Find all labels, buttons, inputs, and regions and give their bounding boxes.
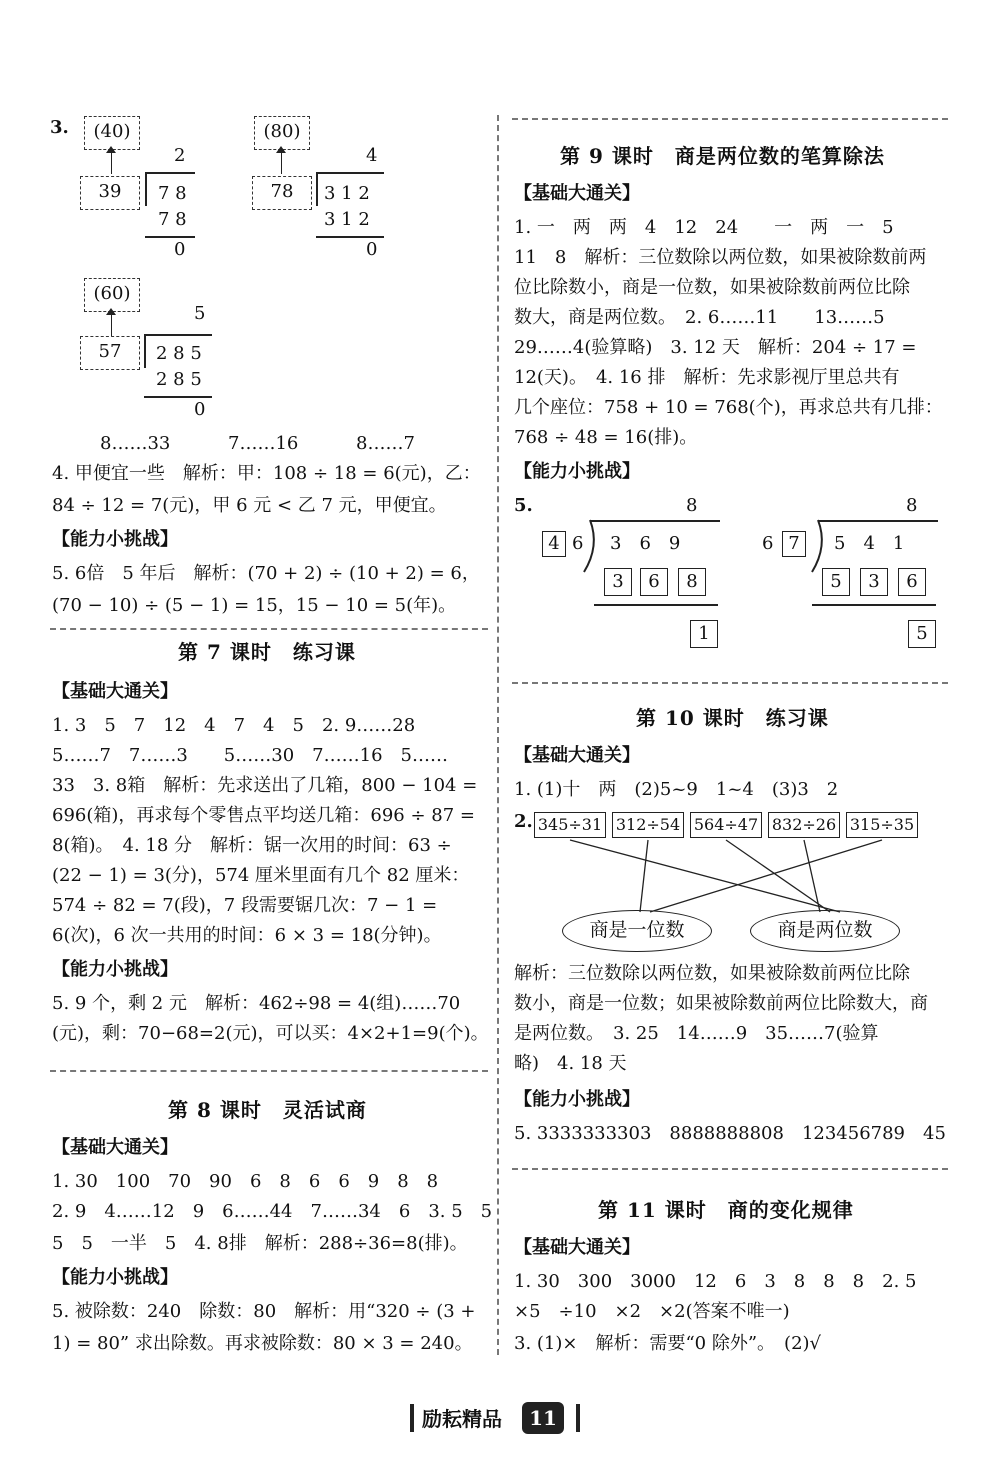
question-5-label: 5. <box>514 495 533 516</box>
dividend: 7 8 <box>158 183 187 204</box>
divisor-digit: 6 <box>762 533 774 554</box>
quotient: 4 <box>366 145 378 166</box>
expression-box: 345÷31 <box>534 812 606 838</box>
answer-line: 5. 3333333303 8888888808 123456789 45 <box>514 1123 946 1144</box>
arrow-up-icon <box>111 314 112 336</box>
section-divider <box>50 1070 488 1072</box>
answer-line: 1. 一 两 两 4 12 24 一 两 一 5 <box>514 217 894 238</box>
section-label-basic: 【基础大通关】 <box>52 1137 178 1158</box>
answer-line: 6(次)，6 次一共用的时间：6 × 3 = 18(分钟)。 <box>52 925 442 946</box>
lesson-title: 第 8 课时 灵活试商 <box>168 1098 367 1122</box>
lesson-title: 第 10 课时 练习课 <box>636 706 829 730</box>
subtract-line <box>594 604 718 606</box>
subtract-line <box>812 604 936 606</box>
category-oval: 商是两位数 <box>750 910 900 952</box>
quotient: 8 <box>686 495 698 516</box>
answer-line: 解析：三位数除以两位数，如果被除数前两位比除 <box>514 963 910 984</box>
division-bar <box>144 334 212 336</box>
digit-box: 3 <box>860 568 888 596</box>
answer-line: 数大，商是两位数。 2. 6……11 13……5 <box>514 307 885 328</box>
subtract-line <box>145 236 195 238</box>
answer-line: 4. 甲便宜一些 解析：甲：108 ÷ 18 = 6(元)，乙： <box>52 463 481 484</box>
answer-line: (70 − 10) ÷ (5 − 1) = 15，15 − 10 = 5(年)。 <box>52 595 457 616</box>
section-label-challenge: 【能力小挑战】 <box>514 1089 640 1110</box>
lesson-title: 第 11 课时 商的变化规律 <box>598 1198 854 1222</box>
answer-line: 位比除数小，商是一位数，如果被除数前两位比除 <box>514 277 910 298</box>
page-footer <box>410 1400 590 1440</box>
quotient: 2 <box>174 145 186 166</box>
answer-line: 是两位数。 3. 25 14……9 35……7(验算 <box>514 1023 879 1044</box>
lesson-title: 第 9 课时 商是两位数的笔算除法 <box>560 144 885 168</box>
result-item: 8……7 <box>356 433 415 454</box>
product: 7 8 <box>158 209 187 230</box>
answer-line: 8(箱)。 4. 18 分 解析：锯一次用的时间：63 ÷ <box>52 835 452 856</box>
arrow-up-icon <box>111 152 112 174</box>
digit-box: 4 <box>542 531 566 557</box>
answer-line: 574 ÷ 82 = 7(段)，7 段需要锯几次：7 − 1 = <box>52 895 438 916</box>
answer-line: 数小，商是一位数；如果被除数前两位比除数大，商 <box>514 993 928 1014</box>
answer-line: 33 3. 8箱 解析：先求送出了几箱，800 − 104 = <box>52 775 478 796</box>
divisor-box: 78 <box>252 176 312 210</box>
result-item: 7……16 <box>228 433 299 454</box>
digit-box: 8 <box>678 568 706 596</box>
answer-line: 几个座位：758 + 10 = 768(个)，再求总共有几排： <box>514 397 943 418</box>
result-item: 8……33 <box>100 433 171 454</box>
answer-line: 5 5 一半 5 4. 8排 解析：288÷36=8(排)。 <box>52 1233 468 1254</box>
estimate-box: (80) <box>254 116 310 150</box>
section-divider <box>50 628 488 630</box>
dividend: 5 4 1 <box>834 533 905 554</box>
answer-line: (元)，剩：70−68=2(元)，可以买：4×2+1=9(个)。 <box>52 1023 489 1044</box>
product: 3 1 2 <box>324 209 370 230</box>
lesson-title: 第 7 课时 练习课 <box>178 640 356 664</box>
dividend: 3 1 2 <box>324 183 370 204</box>
divisor-digit: 6 <box>572 533 584 554</box>
quotient: 8 <box>906 495 918 516</box>
question-2-label: 2. <box>514 811 533 832</box>
answer-line: 768 ÷ 48 = 16(排)。 <box>514 427 698 448</box>
expression-box: 564÷47 <box>690 812 762 838</box>
answer-line: 1. (1)十 两 (2)5~9 1~4 (3)3 2 <box>514 779 839 800</box>
answer-line: (22 − 1) = 3(分)，574 厘米里面有几个 82 厘米： <box>52 865 470 886</box>
digit-box: 6 <box>640 568 668 596</box>
answer-line: 29……4(验算略) 3. 12 天 解析：204 ÷ 17 = <box>514 337 917 358</box>
digit-box: 7 <box>782 531 806 557</box>
expression-box: 315÷35 <box>846 812 918 838</box>
remainder: 0 <box>174 239 186 260</box>
expression-box: 312÷54 <box>612 812 684 838</box>
section-label-basic: 【基础大通关】 <box>514 745 640 766</box>
answer-line: 5. 6倍 5 年后 解析：(70 + 2) ÷ (10 + 2) = 6， <box>52 563 480 584</box>
quotient: 5 <box>194 303 206 324</box>
answer-line: 略) 4. 18 天 <box>514 1053 627 1074</box>
estimate-box: (40) <box>84 116 140 150</box>
column-divider <box>497 115 499 1355</box>
divisor-box: 57 <box>80 336 140 370</box>
divisor-box: 39 <box>80 176 140 210</box>
section-label-basic: 【基础大通关】 <box>52 681 178 702</box>
digit-box: 5 <box>908 620 936 648</box>
footer-bracket-left <box>410 1404 414 1432</box>
dividend: 2 8 5 <box>156 343 202 364</box>
answer-line: 12(天)。 4. 16 排 解析：先求影视厅里总共有 <box>514 367 900 388</box>
matching-lines <box>530 838 930 914</box>
division-bar <box>590 520 720 522</box>
answer-line: 5. 9 个，剩 2 元 解析：462÷98 = 4(组)……70 <box>52 993 461 1014</box>
remainder: 0 <box>366 239 378 260</box>
digit-box: 6 <box>898 568 926 596</box>
section-label-challenge: 【能力小挑战】 <box>52 1267 178 1288</box>
division-bracket <box>580 518 604 574</box>
section-divider <box>512 118 948 120</box>
estimate-box: (60) <box>84 278 140 312</box>
answer-line: 1. 3 5 7 12 4 7 4 5 2. 9……28 <box>52 715 416 736</box>
arrow-up-icon <box>281 152 282 174</box>
question-3-label: 3. <box>50 117 69 138</box>
answer-line: 1. 30 300 3000 12 6 3 8 8 8 2. 5 <box>514 1271 917 1292</box>
division-bracket <box>145 172 147 206</box>
division-bar <box>818 520 938 522</box>
answer-line: ×5 ÷10 ×2 ×2(答案不唯一) <box>514 1301 790 1322</box>
section-divider <box>512 1168 948 1170</box>
brand-name: 励耘精品 <box>422 1407 502 1431</box>
digit-box: 1 <box>690 620 718 648</box>
division-bracket <box>808 518 832 574</box>
division-bar <box>316 172 384 174</box>
answer-line: 1. 30 100 70 90 6 8 6 6 9 8 8 <box>52 1171 439 1192</box>
section-label-challenge: 【能力小挑战】 <box>52 529 178 550</box>
section-label-challenge: 【能力小挑战】 <box>52 959 178 980</box>
answer-line: 3. (1)× 解析：需要“0 除外”。 (2)√ <box>514 1333 822 1354</box>
dividend: 3 6 9 <box>610 533 681 554</box>
division-bracket <box>316 172 318 206</box>
category-oval: 商是一位数 <box>562 910 712 952</box>
answer-line: 2. 9 4……12 9 6……44 7……34 6 3. 5 5 <box>52 1201 493 1222</box>
division-bracket <box>144 334 146 368</box>
answer-line: 5……7 7……3 5……30 7……16 5…… <box>52 745 448 766</box>
expression-box: 832÷26 <box>768 812 840 838</box>
product: 2 8 5 <box>156 369 202 390</box>
answer-line: 1) = 80” 求出除数。再求被除数：80 × 3 = 240。 <box>52 1333 473 1354</box>
section-divider <box>512 682 948 684</box>
digit-box: 5 <box>822 568 850 596</box>
section-label-basic: 【基础大通关】 <box>514 1237 640 1258</box>
answer-line: 84 ÷ 12 = 7(元)，甲 6 元 < 乙 7 元，甲便宜。 <box>52 495 447 516</box>
remainder: 0 <box>194 399 206 420</box>
section-label-basic: 【基础大通关】 <box>514 183 640 204</box>
answer-line: 696(箱)，再求每个零售点平均送几箱：696 ÷ 87 = <box>52 805 475 826</box>
answer-line: 11 8 解析：三位数除以两位数，如果被除数前两 <box>514 247 927 268</box>
digit-box: 3 <box>604 568 632 596</box>
footer-bracket-right <box>576 1404 580 1432</box>
division-bar <box>145 172 195 174</box>
answer-line: 5. 被除数：240 除数：80 解析：用“320 ÷ (3 + <box>52 1301 476 1322</box>
section-label-challenge: 【能力小挑战】 <box>514 461 640 482</box>
page-number: 11 <box>522 1402 564 1434</box>
